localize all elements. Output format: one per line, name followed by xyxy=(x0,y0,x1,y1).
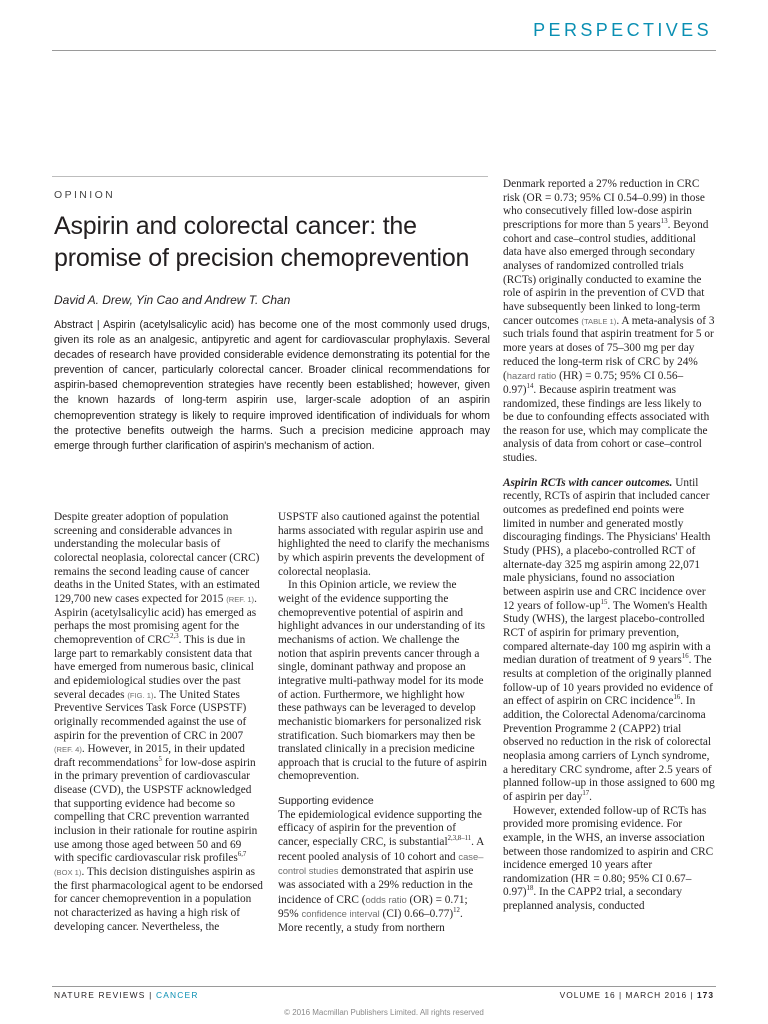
footer-journal: NATURE REVIEWS | CANCER xyxy=(54,990,199,1000)
glossary-term[interactable]: confidence interval xyxy=(301,908,380,920)
glossary-term[interactable]: case–control studies xyxy=(278,850,484,877)
body-paragraph: However, extended follow-up of RCTs has provided more promising evidence. For example, in the WHS, an inverse association between those randomized to aspirin and CRC incidence emerged 10 years after randomization (HR = 0.80; 95% CI 0.67–0.97)$^{18}$. In the CAPP2 trial, a secondary preplanned analysis, conducted xyxy=(503,804,714,913)
article-authors: David A. Drew, Yin Cao and Andrew T. Chan xyxy=(54,293,291,307)
body-column-1 xyxy=(54,511,264,934)
body-paragraph: The epidemiological evidence supporting the efficacy of aspirin for the prevention of cancer, especially CRC, is substantial$^{2,3,8-11}$. A recent pooled analysis of 10 cohort and case–control studies demonstrated that aspirin use was associated with a 29% reduction in the incidence of CRC (odds ratio (OR) = 0.71; 95% confidence interval (CI) 0.66–0.77)$^{12}$. More recently, a study from northern xyxy=(278,808,484,935)
body-paragraph: Despite greater adoption of population screening and considerable advances in understanding the molecular basis of colorectal neoplasia, colorectal cancer (CRC) remains the second leading cause of cancer deaths in the United States, with an estimated 129,700 new cases expected for 2015 (REF. 1). Aspirin (acetylsalicylic acid) has emerged as perhaps the most promising agent for the chemoprevention of CRC$^{2,3}$. This is due in large part to remarkably consistent data that have emerged from numerous basic, clinical and epidemiological studies over the past several decades (FIG. 1). The United States Preventive Services Task Force (USPSTF) originally recommended against the use of aspirin for the prevention of CRC in 2007 (REF. 4). However, in 2015, in their updated draft recommendations$^5$ for low-dose aspirin in the primary prevention of cardiovascular disease (CVD), the USPSTF acknowledged that supporting evidence had become so compelling that CRC prevention warranted inclusion in their rationale for routine aspirin use among those aged between 50 and 69 with specific cardiovascular risk profiles$^{6,7}$ (BOX 1). This decision distinguishes aspirin as the first pharmacological agent to be endorsed for cancer chemoprevention in a population not characterized as having a high risk of developing cancer. Nevertheless, the xyxy=(54,511,263,933)
volume: VOLUME 16 xyxy=(559,990,616,1000)
glossary-term[interactable]: hazard ratio xyxy=(506,370,557,382)
reference-link[interactable]: (REF. 1) xyxy=(226,594,255,604)
article-category: OPINION xyxy=(54,189,116,201)
copyright-notice: © 2016 Macmillan Publishers Limited. All rights reserved xyxy=(284,1008,484,1017)
article-title: Aspirin and colorectal cancer: the promise of precision chemoprevention xyxy=(54,212,470,272)
body-column-2 xyxy=(278,511,490,936)
article-top-rule xyxy=(52,176,488,177)
table-link[interactable]: (TABLE 1) xyxy=(581,316,617,326)
page-number: 173 xyxy=(697,990,714,1000)
section-heading: Supporting evidence xyxy=(278,795,374,808)
footer-rule xyxy=(52,986,716,987)
spacer xyxy=(503,466,715,477)
journal-section: CANCER xyxy=(156,990,199,1000)
body-column-3 xyxy=(503,178,715,914)
body-paragraph: In this Opinion article, we review the weight of the evidence supporting the chemopreventive potential of aspirin and highlight advances in our understanding of its mechanisms of action. We challenge the notion that aspirin prevents cancer through a single, dominant pathway and propose an integrative multi-pathway model for its mode of action. Furthermore, we highlight how these pathways can be leveraged to develop mechanistic biomarkers for personalized risk stratification. Such biomarkers may then be translated clinically in a precision medicine approach that is crucial to the future of aspirin chemoprevention. xyxy=(278,579,487,783)
run-in-heading: Aspirin RCTs with cancer outcomes. xyxy=(503,476,673,489)
figure-link[interactable]: (FIG. 1) xyxy=(127,690,154,700)
glossary-term[interactable]: odds ratio xyxy=(365,893,407,905)
reference-link[interactable]: (REF. 4) xyxy=(54,745,82,755)
issue-date: MARCH 2016 xyxy=(625,990,688,1000)
body-paragraph: USPSTF also cautioned against the potential harms associated with regular aspirin use and highlighted the need to clarify the mechanisms by which aspirin prevents the development of colorectal neoplasia. xyxy=(278,511,490,578)
abstract-text: Aspirin (acetylsalicylic acid) has become one of the most commonly used drugs, given its role as an analgesic, antipyretic and agent for cardiovascular prophylaxis. Several decades of research have provided considerable evidence demonstrating its potential for the prevention of cancer, particularly colorectal cancer. Broader clinical recommendations for aspirin-based chemoprevention strategies have recently been established; however, given the known hazards of long-term aspirin use, larger-scale adoption of an aspirin chemoprevention strategy is likely to require improved identification of individuals for whom the protective benefits outweigh the harms. Such a precision medicine approach may emerge through further clarification of aspirin's mechanism of action. xyxy=(54,319,490,452)
abstract-label: Abstract xyxy=(54,319,93,331)
box-link[interactable]: (BOX 1) xyxy=(54,868,82,878)
header-rule xyxy=(52,50,716,51)
journal-name: NATURE REVIEWS xyxy=(54,990,146,1000)
body-paragraph: Denmark reported a 27% reduction in CRC risk (OR = 0.73; 95% CI 0.54–0.99) in those who consecutively filled low-dose aspirin prescriptions for more than 5 years$^{13}$. Beyond cohort and case–control studies, additional data have also emerged through secondary analyses of randomized controlled trials (RCTs) originally conducted to examine the role of aspirin in the prevention of CVD that have subsequently been linked to long-term cancer outcomes (TABLE 1). A meta-analysis of 3 such trials found that aspirin treatment for 5 or more years at doses of 75–300 mg per day reduced the long-term risk of CRC by 24% (hazard ratio (HR) = 0.75; 95% CI 0.56–0.97)$^{14}$. Because aspirin treatment was randomized, these findings are less likely to be due to confounding effects associated with the reason for use, which may complicate the analysis of data from cohort or case–control studies. xyxy=(503,178,715,465)
spacer xyxy=(278,784,490,795)
abstract: Abstract | Aspirin (acetylsalicylic acid) has become one of the most commonly used drugs, given its role as an analgesic, antipyretic and agent for cardiovascular prophylaxis. Several decades of research have provided considerable evidence demonstrating its potential for the prevention of cancer, particularly colorectal cancer. Broader clinical recommendations for aspirin-based chemoprevention strategies have recently been established; however, given the known hazards of long-term aspirin use, larger-scale adoption of an aspirin chemoprevention strategy is likely to require improved identification of individuals for whom the protective benefits outweigh the harms. Such a precision medicine approach may emerge through further clarification of aspirin's mechanism of action. xyxy=(54,319,490,452)
body-paragraph: Aspirin RCTs with cancer outcomes. Until recently, RCTs of aspirin that included cancer outcomes as predefined end points were limited in number and generated mostly discouraging findings. The Physicians' Health Study (PHS), a placebo-controlled RCT of alternate-day 325 mg aspirin among 22,071 male physicians, found no association between aspirin use and CRC incidence over 12 years of follow-$up^{15}$. The Women's Health Study (WHS), the largest placebo-controlled RCT of aspirin for primary prevention, compared alternate-day 100 mg aspirin with a median duration of treatment of 9 years$^{16}$. The results at completion of the originally planned follow-up of 10 years provided no evidence of an effect of aspirin on CRC incidence$^{16}$. In addition, the Colorectal Adenoma/carcinoma Prevention Programme 2 (CAPP2) trial observed no reduction in the risk of colorectal neoplasia among carriers of Lynch syndrome, a hereditary CRC syndrome, after 2.5 years of planned follow-up in those assigned to 600 mg of aspirin per day$^{17}$. xyxy=(503,476,715,803)
footer-issue: VOLUME 16 | MARCH 2016 | 173 xyxy=(559,990,714,1000)
journal-section-header: PERSPECTIVES xyxy=(533,20,712,40)
